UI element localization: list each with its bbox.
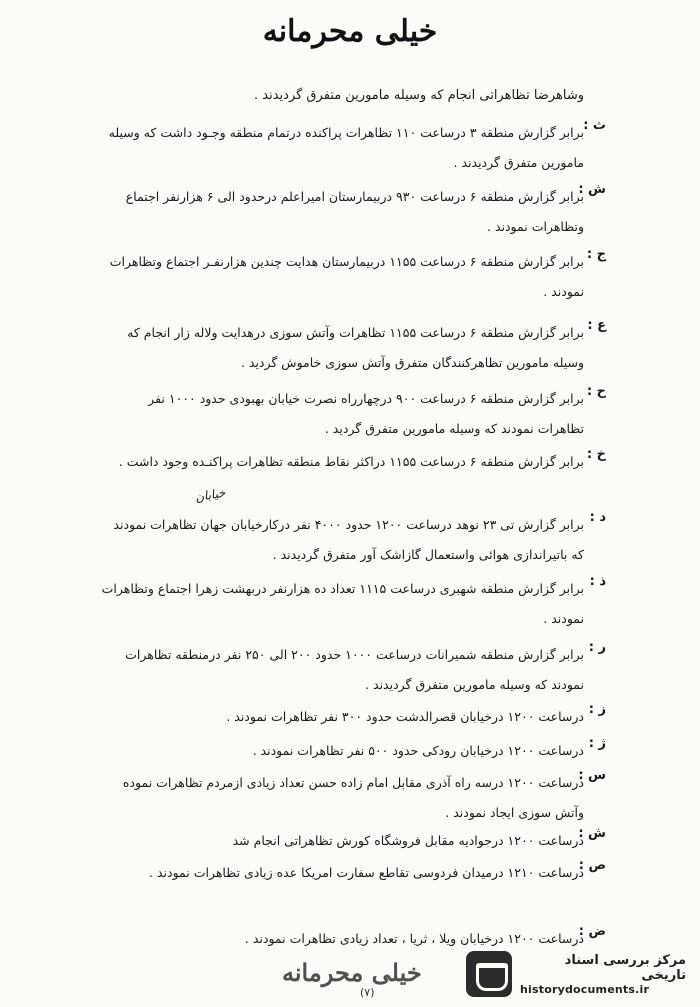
watermark (466, 948, 686, 1000)
item-text: درساعت ۱۲۰۰ درخیابان قصرالدشت حدود ۳۰۰ نفر تظاهرات نمودند . (226, 709, 584, 724)
item-text: برابر گزارش تی ۲۳ نوهد درساعت ۱۲۰۰ حدود ۴۰۰۰ نفر درکارخیابان جهان تظاهرات نمودند که باتیراندازی هوائی واستعمال گازاشک آور متفرق گردیدند . (113, 517, 584, 562)
item-label: ر : (588, 640, 606, 655)
item-label: ج : (586, 247, 606, 262)
watermark-text (520, 953, 686, 996)
item-text: درساعت ۱۲۰۰ درخیابان رودکی حدود ۵۰۰ نفر تظاهرات نمودند . (252, 743, 584, 758)
item-label: ش : (578, 826, 606, 841)
item-text: برابر گزارش منطقه ۶ درساعت ۹۰۰ درچهارراه نصرت خیابان بهبودی حدود ۱۰۰۰ نفر تظاهرات نمودند که وسیله مامورین متفرق گردید . (148, 391, 584, 436)
handwritten-note: خیابان (194, 485, 227, 505)
watermark-org-name: مرکز بررسی اسناد تاریخی (564, 952, 686, 983)
item-text: برابر گزارش منطقه شهبری درساعت ۱۱۱۵ تعداد ده هزارنفر دربهشت زهرا اجتماع وتظاهرات نمودند . (101, 581, 584, 626)
item-text: برابر گزارش منطقه ۶ درساعت ۹۳۰ دربیمارستان امیراعلم درحدود الی ۶ هزارنفر اجتماع وتظاهرات نمودند . (125, 189, 584, 234)
item-text: درساعت ۱۲۰۰ درخیابان ویلا ، ثریا ، تعداد زیادی تظاهرات نمودند . (244, 931, 584, 946)
item-text: برابر گزارش منطقه ۶ درساعت ۱۱۵۵ تظاهرات وآتش سوزی درهدایت ولاله زار انجام که وسیله مامورین تظاهرکنندگان متفرق وآتش سوزی خاموش گردید . (127, 325, 584, 370)
item-text: برابر گزارش منطقه ۳ درساعت ۱۱۰ تظاهرات پراکنده درتمام منطقه وجـود داشت که وسیله مامورین متفرق گردیدند . (108, 125, 584, 170)
watermark-url[interactable]: historydocuments.ir (520, 982, 650, 996)
item-text: درساعت ۱۲۰۰ درسه راه آذری مقابل امام زاده حسن تعداد زیادی ازمردم تظاهرات نموده وآتش سوزی ایجاد نمودند . (122, 775, 584, 820)
item-label: ز : (588, 702, 606, 717)
item-text: درساعت ۱۲۰۰ درجوادیه مقابل فروشگاه کورش تظاهراتی انجام شد (232, 833, 584, 848)
footer-page-code: (۷) (360, 986, 375, 999)
item-text: برابر گزارش منطقه ۶ درساعت ۱۱۵۵ دربیمارستان هدایت چندین هزارنفـر اجتماع وتظاهرات نمودند . (109, 254, 584, 299)
item-label: س : (578, 768, 606, 783)
classification-header: خیلی محرمانه (262, 14, 438, 49)
item-label: ح : (586, 384, 606, 399)
item-label: ش : (578, 182, 606, 197)
intro-line: وشاهرضا تظاهراتی انجام که وسیله مامورین متفرق گردیدند . (254, 88, 584, 103)
item-label: ذ : (589, 574, 606, 589)
footer-classification-stamp: خیلی محرمانه (282, 958, 422, 987)
item-label: ع : (587, 318, 606, 333)
item-text: برابر گزارش منطقه ۶ درساعت ۱۱۵۵ دراکثر نقاط منطقه تظاهرات پراکنـده وجود داشت . (118, 454, 584, 469)
item-label: ص : (578, 858, 606, 873)
archive-logo-icon (466, 951, 512, 997)
item-text: درساعت ۱۲۱۰ درمیدان فردوسی تقاطع سفارت امریکا عده زیادی تظاهرات نمودند . (149, 865, 584, 880)
item-label: ث : (583, 118, 606, 133)
item-text: برابر گزارش منطقه شمیرانات درساعت ۱۰۰۰ حدود ۲۰۰ الی ۲۵۰ نفر درمنطقه تظاهرات نمودند که وسیله مامورین متفرق گردیدند . (125, 647, 584, 692)
item-label: ض : (578, 924, 606, 939)
item-label: د : (589, 510, 606, 525)
item-label: خ : (586, 447, 606, 462)
item-label: ژ : (588, 736, 606, 751)
